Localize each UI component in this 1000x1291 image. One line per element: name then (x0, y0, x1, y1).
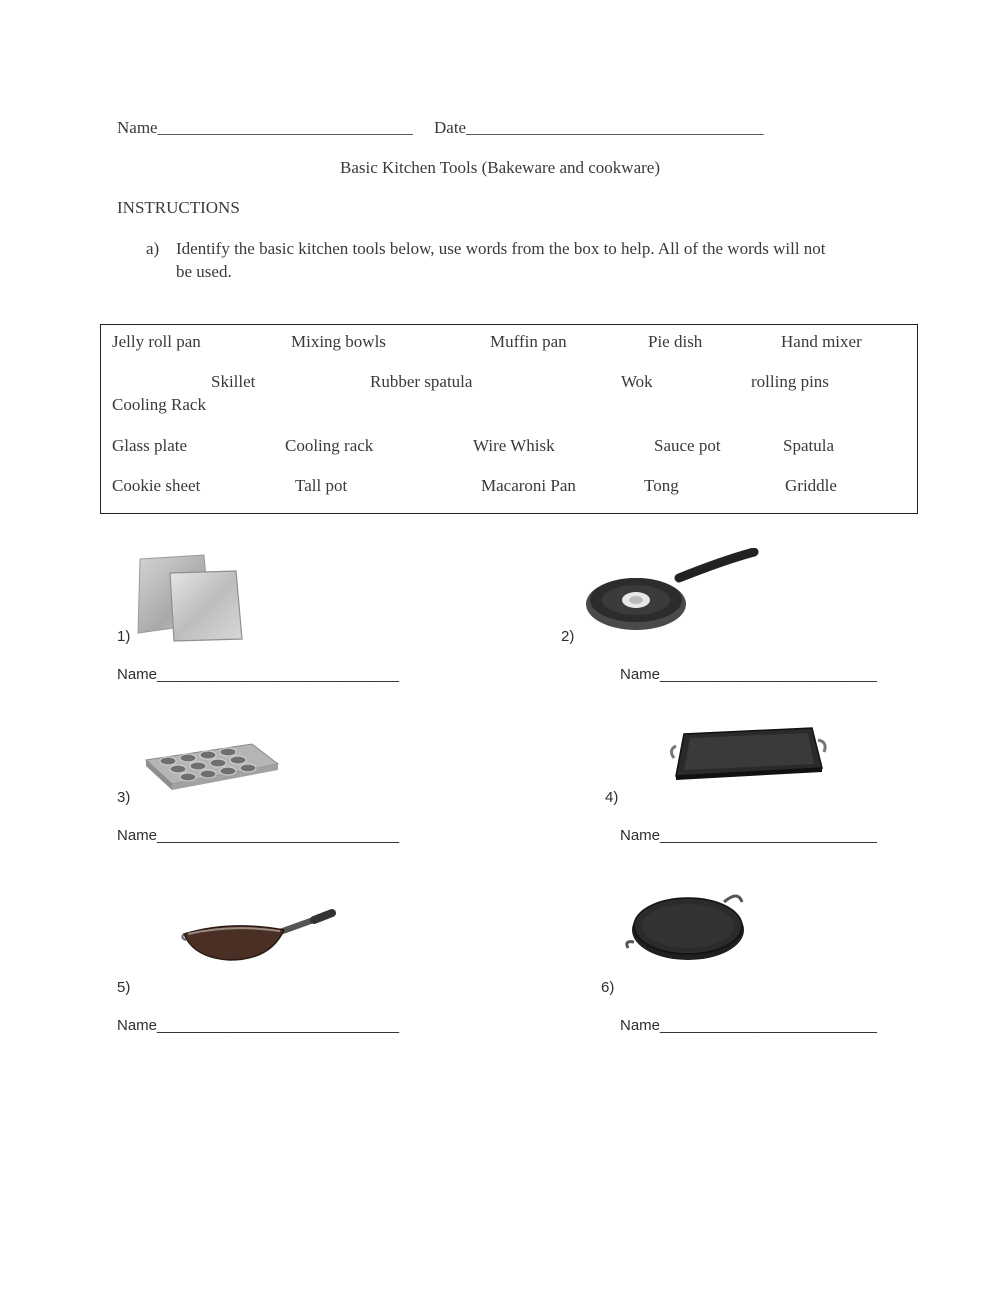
name-field-line[interactable]: Name______________________________ (117, 118, 413, 137)
word-bank-item: Spatula (783, 436, 834, 455)
skillet-icon (584, 548, 764, 633)
word-bank-item: Glass plate (112, 436, 188, 455)
muffin-pan-icon (142, 738, 282, 794)
answer-line[interactable]: Name__________________________ (620, 666, 877, 683)
word-bank-item: Cooling Rack (112, 395, 206, 414)
date-field-line[interactable]: Date___________________________________ (434, 118, 764, 137)
word-bank-item: Muffin pan (490, 332, 567, 351)
word-bank-item: Wire Whisk (473, 436, 555, 455)
word-bank-item: Pie dish (648, 332, 703, 351)
word-bank-item: Cookie sheet (112, 476, 201, 495)
instruction-text-line2: be used. (176, 262, 232, 281)
word-bank-item: Tall pot (295, 476, 348, 495)
cookie-sheets-icon (132, 553, 252, 643)
word-bank-item: Jelly roll pan (112, 332, 201, 351)
question-number: 3) (117, 789, 131, 806)
question-number: 6) (601, 979, 615, 996)
answer-line[interactable]: Name_____________________________ (117, 1017, 399, 1034)
answer-line[interactable]: Name__________________________ (620, 1017, 877, 1034)
griddle-icon (666, 724, 832, 784)
wok-icon (180, 908, 336, 964)
question-number: 1) (117, 628, 131, 645)
round-griddle-icon (624, 886, 750, 964)
answer-line[interactable]: Name_____________________________ (117, 827, 399, 844)
word-bank-item: Sauce pot (654, 436, 721, 455)
answer-line[interactable]: Name_____________________________ (117, 666, 399, 683)
word-bank-item: rolling pins (751, 372, 829, 391)
question-number: 2) (561, 628, 575, 645)
question-number: 5) (117, 979, 131, 996)
instruction-marker: a) (146, 239, 160, 258)
page-title: Basic Kitchen Tools (Bakeware and cookware) (340, 158, 660, 177)
answer-line[interactable]: Name__________________________ (620, 827, 877, 844)
word-bank-item: Cooling rack (285, 436, 374, 455)
instructions-heading: INSTRUCTIONS (117, 198, 240, 217)
question-number: 4) (605, 789, 619, 806)
word-bank-item: Skillet (211, 372, 256, 391)
word-bank-item: Wok (621, 372, 653, 391)
word-bank-item: Hand mixer (781, 332, 862, 351)
word-bank-item: Tong (644, 476, 679, 495)
word-bank-item: Macaroni Pan (481, 476, 576, 495)
instruction-text-line1: Identify the basic kitchen tools below, use words from the box to help. All of the words will not (176, 239, 826, 258)
word-bank-item: Mixing bowls (291, 332, 386, 351)
word-bank-item: Griddle (785, 476, 837, 495)
word-bank-item: Rubber spatula (370, 372, 473, 391)
